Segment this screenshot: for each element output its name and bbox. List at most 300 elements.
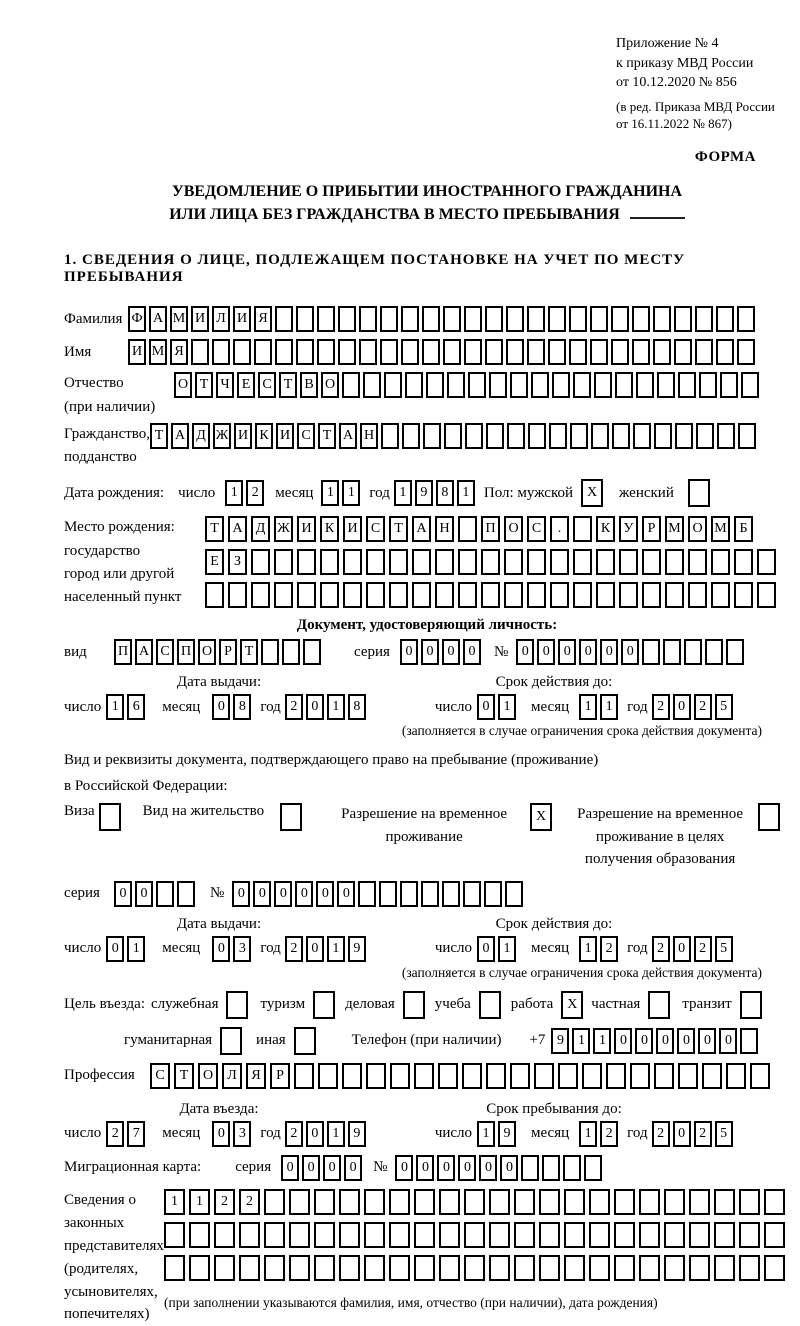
form-cell[interactable] <box>389 549 408 575</box>
form-cell[interactable] <box>294 1063 314 1089</box>
form-cell[interactable] <box>550 549 569 575</box>
form-cell[interactable] <box>665 582 684 608</box>
form-cell[interactable] <box>264 1255 285 1281</box>
form-cell[interactable]: 0 <box>114 881 132 907</box>
form-cell[interactable] <box>339 1189 360 1215</box>
form-cell[interactable] <box>384 372 402 398</box>
form-cell[interactable] <box>164 1222 185 1248</box>
form-cell[interactable]: У <box>619 516 638 542</box>
form-cell[interactable] <box>584 1155 602 1181</box>
form-cell[interactable] <box>481 582 500 608</box>
form-cell[interactable]: О <box>198 1063 218 1089</box>
form-cell[interactable]: Т <box>240 639 258 665</box>
form-cell[interactable] <box>400 881 418 907</box>
form-cell[interactable]: 8 <box>233 694 251 720</box>
form-cell[interactable]: Р <box>270 1063 290 1089</box>
form-cell[interactable] <box>464 339 482 365</box>
form-cell[interactable] <box>665 549 684 575</box>
form-cell[interactable]: С <box>258 372 276 398</box>
form-cell[interactable] <box>542 1155 560 1181</box>
form-cell[interactable] <box>380 306 398 332</box>
form-cell[interactable] <box>342 1063 362 1089</box>
form-cell[interactable]: Ж <box>274 516 293 542</box>
form-cell[interactable] <box>632 306 650 332</box>
form-cell[interactable]: И <box>343 516 362 542</box>
form-cell[interactable]: 0 <box>306 1121 324 1147</box>
form-cell[interactable] <box>191 339 209 365</box>
form-cell[interactable]: 0 <box>479 1155 497 1181</box>
form-cell[interactable] <box>717 423 735 449</box>
form-cell[interactable] <box>297 549 316 575</box>
form-cell[interactable]: Л <box>222 1063 242 1089</box>
form-cell[interactable] <box>558 1063 578 1089</box>
form-cell[interactable]: 2 <box>285 936 303 962</box>
form-cell[interactable] <box>737 306 755 332</box>
form-cell[interactable] <box>228 582 247 608</box>
form-cell[interactable] <box>696 423 714 449</box>
form-cell[interactable]: 9 <box>551 1028 569 1054</box>
form-cell[interactable]: 1 <box>600 694 618 720</box>
purpose-study-checkbox[interactable] <box>479 991 501 1019</box>
form-cell[interactable] <box>414 1255 435 1281</box>
form-cell[interactable]: 2 <box>694 694 712 720</box>
form-cell[interactable]: 0 <box>421 639 439 665</box>
form-cell[interactable] <box>363 372 381 398</box>
form-cell[interactable] <box>481 549 500 575</box>
form-cell[interactable] <box>611 306 629 332</box>
form-cell[interactable] <box>590 306 608 332</box>
form-cell[interactable]: 9 <box>498 1121 516 1147</box>
form-cell[interactable]: 0 <box>673 1121 691 1147</box>
form-cell[interactable]: 0 <box>558 639 576 665</box>
form-cell[interactable] <box>389 1189 410 1215</box>
purpose-private-checkbox[interactable] <box>648 991 670 1019</box>
form-cell[interactable]: П <box>114 639 132 665</box>
purpose-official-checkbox[interactable] <box>226 991 248 1019</box>
form-cell[interactable] <box>695 306 713 332</box>
form-cell[interactable]: О <box>321 372 339 398</box>
form-cell[interactable] <box>573 372 591 398</box>
form-cell[interactable] <box>366 582 385 608</box>
form-cell[interactable]: Т <box>195 372 213 398</box>
form-cell[interactable]: Ф <box>128 306 146 332</box>
form-cell[interactable] <box>338 306 356 332</box>
form-cell[interactable] <box>463 881 481 907</box>
form-cell[interactable] <box>548 339 566 365</box>
form-cell[interactable] <box>615 372 633 398</box>
form-cell[interactable]: 1 <box>321 480 339 506</box>
form-cell[interactable] <box>402 423 420 449</box>
form-cell[interactable] <box>720 372 738 398</box>
form-cell[interactable] <box>320 549 339 575</box>
form-cell[interactable] <box>688 549 707 575</box>
form-cell[interactable] <box>506 306 524 332</box>
form-cell[interactable] <box>611 339 629 365</box>
form-cell[interactable] <box>527 306 545 332</box>
form-cell[interactable] <box>642 582 661 608</box>
form-cell[interactable] <box>359 339 377 365</box>
form-cell[interactable]: Е <box>237 372 255 398</box>
form-cell[interactable] <box>738 423 756 449</box>
form-cell[interactable] <box>489 1189 510 1215</box>
form-cell[interactable] <box>739 1222 760 1248</box>
form-cell[interactable] <box>414 1063 434 1089</box>
form-cell[interactable] <box>764 1189 785 1215</box>
form-cell[interactable] <box>639 1255 660 1281</box>
form-cell[interactable]: А <box>228 516 247 542</box>
form-cell[interactable]: С <box>156 639 174 665</box>
form-cell[interactable]: Б <box>734 516 753 542</box>
form-cell[interactable] <box>531 372 549 398</box>
form-cell[interactable]: И <box>234 423 252 449</box>
form-cell[interactable] <box>214 1255 235 1281</box>
form-cell[interactable] <box>573 582 592 608</box>
form-cell[interactable] <box>489 372 507 398</box>
form-cell[interactable]: 0 <box>416 1155 434 1181</box>
form-cell[interactable]: 0 <box>135 881 153 907</box>
form-cell[interactable] <box>653 306 671 332</box>
form-cell[interactable]: 1 <box>498 694 516 720</box>
form-cell[interactable]: И <box>233 306 251 332</box>
form-cell[interactable] <box>164 1255 185 1281</box>
form-cell[interactable]: 5 <box>715 694 733 720</box>
form-cell[interactable] <box>675 423 693 449</box>
form-cell[interactable]: Д <box>192 423 210 449</box>
form-cell[interactable]: 0 <box>253 881 271 907</box>
form-cell[interactable]: 2 <box>694 1121 712 1147</box>
form-cell[interactable]: Ж <box>213 423 231 449</box>
form-cell[interactable]: А <box>171 423 189 449</box>
form-cell[interactable] <box>714 1189 735 1215</box>
form-cell[interactable] <box>757 549 776 575</box>
form-cell[interactable]: И <box>191 306 209 332</box>
form-cell[interactable] <box>539 1255 560 1281</box>
form-cell[interactable] <box>714 1222 735 1248</box>
form-cell[interactable] <box>289 1222 310 1248</box>
sex-female-checkbox[interactable] <box>688 479 710 507</box>
purpose-tourism-checkbox[interactable] <box>313 991 335 1019</box>
form-cell[interactable]: 1 <box>225 480 243 506</box>
form-cell[interactable] <box>486 423 504 449</box>
form-cell[interactable]: 1 <box>327 936 345 962</box>
form-cell[interactable]: Л <box>212 306 230 332</box>
form-cell[interactable] <box>282 639 300 665</box>
form-cell[interactable] <box>390 1063 410 1089</box>
form-cell[interactable] <box>364 1222 385 1248</box>
visa-checkbox[interactable] <box>99 803 121 831</box>
form-cell[interactable]: 0 <box>477 694 495 720</box>
form-cell[interactable] <box>317 339 335 365</box>
form-cell[interactable] <box>485 306 503 332</box>
form-cell[interactable]: . <box>550 516 569 542</box>
form-cell[interactable]: Я <box>246 1063 266 1089</box>
form-cell[interactable] <box>619 549 638 575</box>
form-cell[interactable] <box>521 1155 539 1181</box>
form-cell[interactable] <box>464 1189 485 1215</box>
form-cell[interactable]: 0 <box>673 936 691 962</box>
form-cell[interactable] <box>156 881 174 907</box>
form-cell[interactable] <box>734 582 753 608</box>
form-cell[interactable] <box>343 549 362 575</box>
form-cell[interactable] <box>507 423 525 449</box>
form-cell[interactable] <box>444 423 462 449</box>
form-cell[interactable]: 0 <box>463 639 481 665</box>
form-cell[interactable] <box>705 639 723 665</box>
form-cell[interactable] <box>414 1222 435 1248</box>
form-cell[interactable]: О <box>504 516 523 542</box>
form-cell[interactable] <box>423 423 441 449</box>
form-cell[interactable] <box>414 1189 435 1215</box>
form-cell[interactable] <box>527 582 546 608</box>
form-cell[interactable]: 0 <box>306 936 324 962</box>
form-cell[interactable]: П <box>481 516 500 542</box>
purpose-humanitarian-checkbox[interactable] <box>220 1027 242 1055</box>
form-cell[interactable] <box>189 1255 210 1281</box>
form-cell[interactable] <box>642 549 661 575</box>
form-cell[interactable] <box>435 582 454 608</box>
form-cell[interactable] <box>359 306 377 332</box>
form-cell[interactable]: Т <box>389 516 408 542</box>
form-cell[interactable] <box>739 1189 760 1215</box>
form-cell[interactable] <box>664 1189 685 1215</box>
form-cell[interactable] <box>639 1222 660 1248</box>
form-cell[interactable] <box>564 1255 585 1281</box>
form-cell[interactable]: 2 <box>652 1121 670 1147</box>
form-cell[interactable]: И <box>297 516 316 542</box>
form-cell[interactable] <box>296 339 314 365</box>
form-cell[interactable] <box>439 1222 460 1248</box>
form-cell[interactable] <box>654 423 672 449</box>
form-cell[interactable]: 1 <box>164 1189 185 1215</box>
form-cell[interactable] <box>564 1189 585 1215</box>
form-cell[interactable] <box>714 1255 735 1281</box>
form-cell[interactable]: П <box>177 639 195 665</box>
form-cell[interactable] <box>630 1063 650 1089</box>
form-cell[interactable] <box>614 1222 635 1248</box>
form-cell[interactable] <box>274 549 293 575</box>
form-cell[interactable] <box>764 1255 785 1281</box>
form-cell[interactable] <box>764 1222 785 1248</box>
form-cell[interactable] <box>338 339 356 365</box>
form-cell[interactable] <box>505 881 523 907</box>
form-cell[interactable] <box>412 582 431 608</box>
form-cell[interactable] <box>489 1222 510 1248</box>
form-cell[interactable]: А <box>149 306 167 332</box>
form-cell[interactable]: 1 <box>106 694 124 720</box>
form-cell[interactable] <box>573 516 592 542</box>
form-cell[interactable]: 0 <box>621 639 639 665</box>
form-cell[interactable] <box>339 1222 360 1248</box>
form-cell[interactable] <box>464 1222 485 1248</box>
form-cell[interactable] <box>695 339 713 365</box>
form-cell[interactable] <box>569 306 587 332</box>
form-cell[interactable] <box>364 1189 385 1215</box>
form-cell[interactable]: 0 <box>698 1028 716 1054</box>
form-cell[interactable] <box>422 339 440 365</box>
form-cell[interactable] <box>589 1189 610 1215</box>
form-cell[interactable] <box>205 582 224 608</box>
form-cell[interactable] <box>539 1222 560 1248</box>
form-cell[interactable] <box>251 582 270 608</box>
form-cell[interactable] <box>314 1222 335 1248</box>
form-cell[interactable] <box>549 423 567 449</box>
form-cell[interactable] <box>343 582 362 608</box>
form-cell[interactable]: 3 <box>233 936 251 962</box>
form-cell[interactable]: 0 <box>677 1028 695 1054</box>
form-cell[interactable]: 0 <box>212 936 230 962</box>
form-cell[interactable]: 0 <box>274 881 292 907</box>
form-cell[interactable] <box>339 1255 360 1281</box>
form-cell[interactable] <box>439 1255 460 1281</box>
form-cell[interactable]: 0 <box>316 881 334 907</box>
purpose-business-checkbox[interactable] <box>403 991 425 1019</box>
form-cell[interactable]: 0 <box>537 639 555 665</box>
form-cell[interactable]: 2 <box>694 936 712 962</box>
form-cell[interactable]: З <box>228 549 247 575</box>
form-cell[interactable] <box>573 549 592 575</box>
form-cell[interactable]: 0 <box>400 639 418 665</box>
form-cell[interactable] <box>212 339 230 365</box>
form-cell[interactable] <box>657 372 675 398</box>
temp-residence-edu-checkbox[interactable] <box>758 803 780 831</box>
form-cell[interactable] <box>366 1063 386 1089</box>
form-cell[interactable] <box>589 1222 610 1248</box>
form-cell[interactable]: 2 <box>239 1189 260 1215</box>
form-cell[interactable]: 8 <box>436 480 454 506</box>
form-cell[interactable] <box>757 582 776 608</box>
form-cell[interactable]: И <box>128 339 146 365</box>
form-cell[interactable] <box>405 372 423 398</box>
form-cell[interactable]: 0 <box>600 639 618 665</box>
form-cell[interactable] <box>468 372 486 398</box>
form-cell[interactable]: 1 <box>189 1189 210 1215</box>
form-cell[interactable] <box>458 549 477 575</box>
form-cell[interactable] <box>740 1028 758 1054</box>
form-cell[interactable] <box>447 372 465 398</box>
form-cell[interactable] <box>614 1255 635 1281</box>
form-cell[interactable]: 2 <box>214 1189 235 1215</box>
temp-residence-checkbox[interactable]: X <box>530 803 552 831</box>
form-cell[interactable] <box>636 372 654 398</box>
form-cell[interactable] <box>642 639 660 665</box>
form-cell[interactable] <box>654 1063 674 1089</box>
form-cell[interactable]: 0 <box>395 1155 413 1181</box>
form-cell[interactable]: 0 <box>106 936 124 962</box>
form-cell[interactable] <box>314 1255 335 1281</box>
form-cell[interactable]: 8 <box>348 694 366 720</box>
form-cell[interactable]: 2 <box>652 694 670 720</box>
form-cell[interactable] <box>589 1255 610 1281</box>
form-cell[interactable]: 0 <box>635 1028 653 1054</box>
form-cell[interactable] <box>465 423 483 449</box>
form-cell[interactable] <box>380 339 398 365</box>
form-cell[interactable] <box>303 639 321 665</box>
form-cell[interactable] <box>381 423 399 449</box>
form-cell[interactable]: 9 <box>348 1121 366 1147</box>
form-cell[interactable]: М <box>665 516 684 542</box>
form-cell[interactable] <box>653 339 671 365</box>
purpose-work-checkbox[interactable]: X <box>561 991 583 1019</box>
form-cell[interactable] <box>510 372 528 398</box>
form-cell[interactable] <box>514 1255 535 1281</box>
form-cell[interactable]: 0 <box>323 1155 341 1181</box>
form-cell[interactable] <box>261 639 279 665</box>
form-cell[interactable] <box>314 1189 335 1215</box>
form-cell[interactable] <box>239 1222 260 1248</box>
form-cell[interactable]: Н <box>360 423 378 449</box>
form-cell[interactable]: Т <box>150 423 168 449</box>
form-cell[interactable] <box>401 306 419 332</box>
form-cell[interactable]: 1 <box>579 936 597 962</box>
form-cell[interactable] <box>569 339 587 365</box>
form-cell[interactable] <box>438 1063 458 1089</box>
form-cell[interactable]: С <box>297 423 315 449</box>
form-cell[interactable]: Р <box>219 639 237 665</box>
form-cell[interactable] <box>674 339 692 365</box>
form-cell[interactable]: 2 <box>106 1121 124 1147</box>
form-cell[interactable] <box>274 582 293 608</box>
form-cell[interactable] <box>678 1063 698 1089</box>
form-cell[interactable]: 2 <box>652 936 670 962</box>
form-cell[interactable]: 1 <box>327 694 345 720</box>
form-cell[interactable] <box>606 1063 626 1089</box>
form-cell[interactable]: 0 <box>281 1155 299 1181</box>
form-cell[interactable] <box>177 881 195 907</box>
form-cell[interactable] <box>443 306 461 332</box>
form-cell[interactable]: 3 <box>233 1121 251 1147</box>
form-cell[interactable] <box>548 306 566 332</box>
form-cell[interactable]: 2 <box>600 936 618 962</box>
form-cell[interactable] <box>358 881 376 907</box>
form-cell[interactable]: 1 <box>457 480 475 506</box>
form-cell[interactable]: 0 <box>673 694 691 720</box>
form-cell[interactable]: А <box>135 639 153 665</box>
form-cell[interactable] <box>317 306 335 332</box>
form-cell[interactable]: 2 <box>600 1121 618 1147</box>
form-cell[interactable]: И <box>276 423 294 449</box>
form-cell[interactable] <box>504 549 523 575</box>
form-cell[interactable]: 6 <box>127 694 145 720</box>
form-cell[interactable]: Ч <box>216 372 234 398</box>
form-cell[interactable] <box>716 306 734 332</box>
form-cell[interactable]: 0 <box>656 1028 674 1054</box>
form-cell[interactable] <box>594 372 612 398</box>
form-cell[interactable]: К <box>596 516 615 542</box>
purpose-other-checkbox[interactable] <box>294 1027 316 1055</box>
form-cell[interactable] <box>443 339 461 365</box>
form-cell[interactable] <box>233 339 251 365</box>
form-cell[interactable]: Н <box>435 516 454 542</box>
form-cell[interactable] <box>389 582 408 608</box>
form-cell[interactable] <box>619 582 638 608</box>
form-cell[interactable]: 1 <box>593 1028 611 1054</box>
sex-male-checkbox[interactable]: X <box>581 479 603 507</box>
form-cell[interactable] <box>379 881 397 907</box>
form-cell[interactable] <box>506 339 524 365</box>
form-cell[interactable] <box>504 582 523 608</box>
form-cell[interactable] <box>464 306 482 332</box>
form-cell[interactable]: М <box>170 306 188 332</box>
form-cell[interactable]: 5 <box>715 936 733 962</box>
form-cell[interactable] <box>489 1255 510 1281</box>
form-cell[interactable] <box>510 1063 530 1089</box>
form-cell[interactable]: К <box>255 423 273 449</box>
form-cell[interactable] <box>633 423 651 449</box>
form-cell[interactable] <box>296 306 314 332</box>
residence-permit-checkbox[interactable] <box>280 803 302 831</box>
form-cell[interactable]: 0 <box>458 1155 476 1181</box>
form-cell[interactable] <box>550 582 569 608</box>
